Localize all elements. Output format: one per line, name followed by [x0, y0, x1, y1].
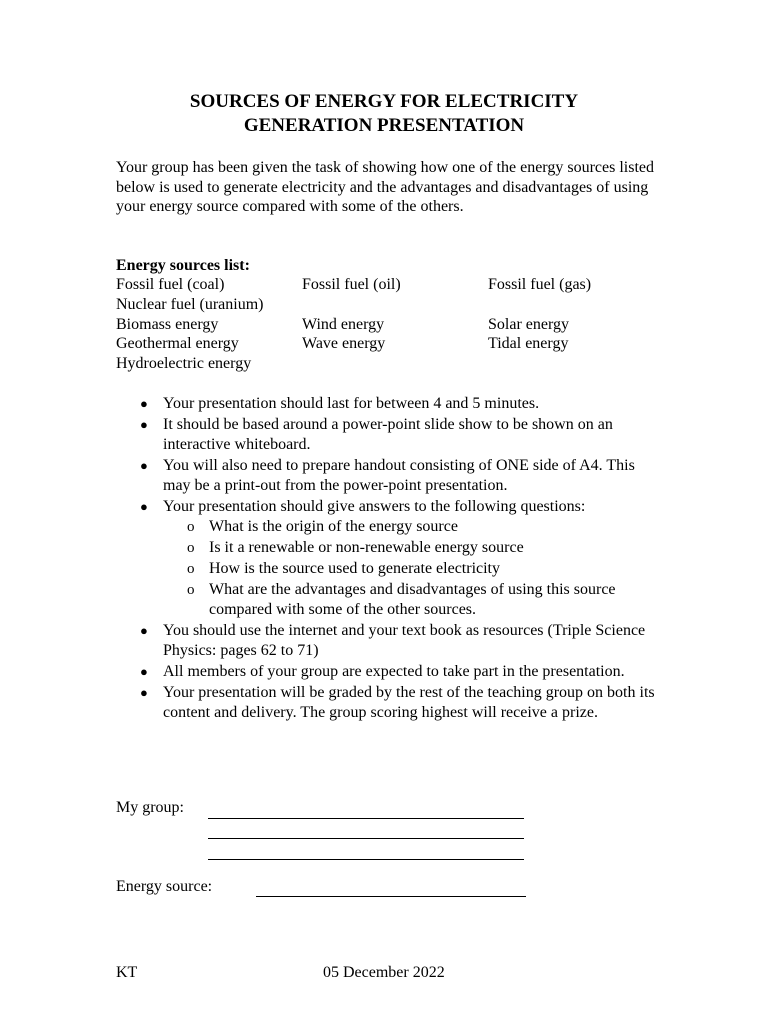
group-label: My group:: [116, 799, 184, 816]
sub-list-item: [163, 559, 661, 579]
bullet-text: It should be based around a power-point slide show to be shown on an interactive whiteboard.: [163, 416, 613, 453]
source-item: Geothermal energy: [116, 335, 239, 353]
title-line-2: GENERATION PRESENTATION: [243, 115, 525, 136]
circle-bullet-icon: o: [187, 540, 195, 556]
circle-bullet-icon: o: [187, 582, 195, 598]
group-line-1[interactable]: [208, 818, 524, 819]
source-item: Fossil fuel (oil): [302, 276, 401, 293]
group-field: [116, 799, 184, 817]
source-item: Solar energy: [488, 315, 570, 333]
list-item: [116, 456, 661, 496]
bullet-icon: ●: [140, 685, 148, 700]
sub-list-item: [163, 580, 661, 620]
instructions-list: [116, 394, 661, 724]
bullet-icon: ●: [140, 623, 148, 638]
bullet-text: Your presentation should last for between 4 and 5 minutes.: [163, 395, 540, 412]
question-text: Is it a renewable or non-renewable energy source: [209, 539, 524, 556]
list-item: [116, 621, 661, 661]
bullet-text: All members of your group are expected to take part in the presentation.: [163, 663, 625, 680]
sources-heading: Energy sources list:: [116, 257, 250, 274]
sources-row: [116, 315, 676, 335]
bullet-icon: ●: [140, 458, 148, 473]
title-line-1: SOURCES OF ENERGY FOR ELECTRICITY: [189, 91, 579, 112]
sources-row: [116, 295, 676, 315]
questions-list: [163, 517, 661, 620]
group-line-2[interactable]: [208, 838, 524, 839]
sources-list: [116, 275, 676, 374]
bullet-text: You should use the internet and your text book as resources (Triple Science Physics: pages 62 to 71): [163, 622, 646, 659]
sub-list-item: [163, 538, 661, 558]
question-text: How is the source used to generate electricity: [209, 560, 500, 577]
list-item: [116, 662, 661, 682]
question-text: What are the advantages and disadvantages of using this source compared with some of the other sources.: [209, 581, 616, 618]
bullet-icon: ●: [140, 417, 148, 432]
sources-row: [116, 354, 676, 374]
source-item: Wind energy: [302, 315, 385, 333]
bullet-text: Your presentation should give answers to the following questions:: [163, 498, 586, 515]
source-item: Wave energy: [302, 335, 386, 353]
source-item: Hydroelectric energy: [116, 355, 252, 373]
sources-row: [116, 334, 676, 354]
group-line-3[interactable]: [208, 859, 524, 860]
circle-bullet-icon: o: [187, 561, 195, 577]
energy-source-line[interactable]: [256, 896, 526, 897]
question-text: What is the origin of the energy source: [209, 518, 458, 535]
source-item: Tidal energy: [488, 335, 569, 353]
document-title: [0, 90, 768, 138]
bullet-icon: ●: [140, 396, 148, 411]
list-item: [116, 683, 661, 723]
list-item: [116, 415, 661, 455]
source-item: Fossil fuel (coal): [116, 276, 225, 293]
bullet-icon: ●: [140, 499, 148, 514]
intro-paragraph: Your group has been given the task of showing how one of the energy sources listed below is used to generate electricity and the advantages and disadvantages of using your energy source compared with some of the others.: [116, 159, 654, 215]
sub-list-item: [163, 517, 661, 537]
bullet-text: Your presentation will be graded by the rest of the teaching group on both its content and delivery. The group scoring highest will receive a prize.: [163, 684, 655, 721]
source-item: Nuclear fuel (uranium): [116, 295, 264, 313]
energy-source-label: Energy source:: [116, 878, 213, 895]
list-item: [116, 394, 661, 414]
footer-author: KT: [116, 964, 138, 981]
source-item: Fossil fuel (gas): [488, 276, 592, 293]
bullet-text: You will also need to prepare handout consisting of ONE side of A4. This may be a print-out from the power-point presentation.: [163, 457, 635, 494]
sources-row: [116, 275, 676, 295]
bullet-icon: ●: [140, 664, 148, 679]
energy-source-field: [116, 878, 212, 896]
circle-bullet-icon: o: [187, 519, 195, 535]
source-item: Biomass energy: [116, 315, 219, 333]
list-item: [116, 497, 661, 620]
footer-date: 05 December 2022: [323, 964, 445, 981]
